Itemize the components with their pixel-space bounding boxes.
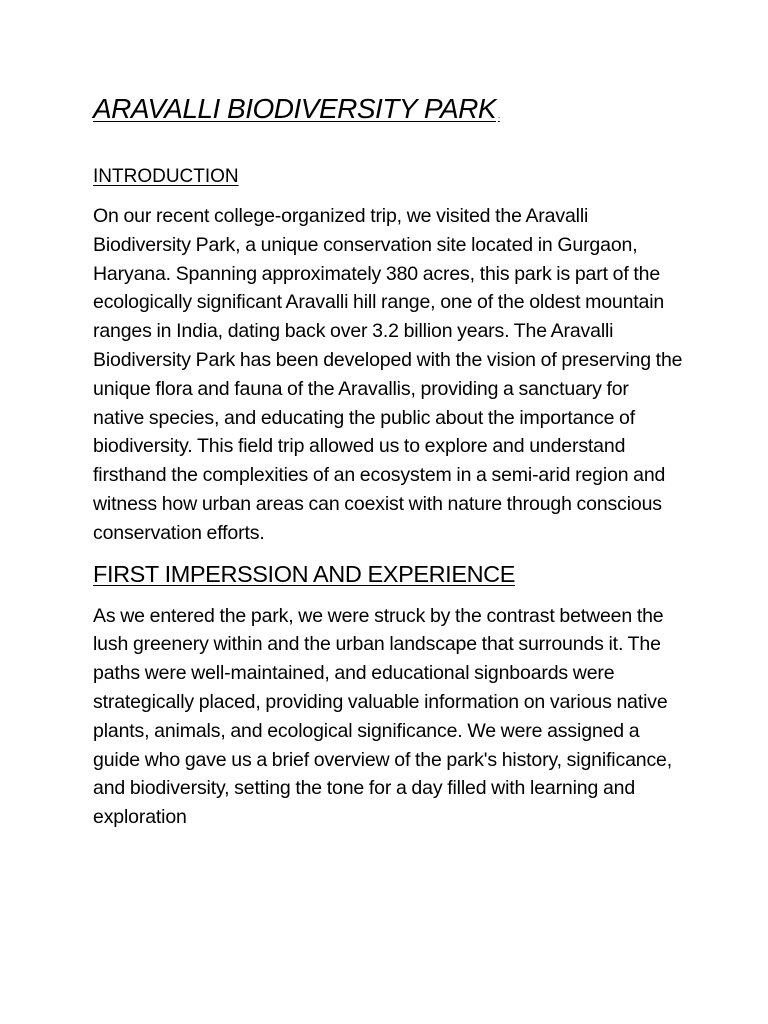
document-page [93, 90, 683, 832]
first-impression-paragraph: As we entered the park, we were struck by the contrast between the lush greenery within and the urban landscape that surrounds it. The paths were well-maintained, and educational signboards were strategically placed, providing valuable information on various native plants, animals, and ecological significance. We were assigned a guide who gave us a brief overview of the park's history, significance, and biodiversity, setting the tone for a day filled with learning and exploration [93, 604, 673, 829]
title-trailing-mark: . [498, 111, 500, 120]
document-title-text: ARAVALLI BIODIVERSITY PARK [93, 93, 497, 124]
introduction-paragraph: On our recent college-organized trip, we visited the Aravalli Biodiversity Park, a unique conservation site located in Gurgaon, Haryana. Spanning approximately 380 acres, this park is part of the ecologically significant Aravalli hill range, one of the oldest mountain ranges in India, dating back over 3.2 billion years. The Aravalli Biodiversity Park has been developed with the vision of preserving the unique flora and fauna of the Aravallis, providing a sanctuary for native species, and educating the public about the importance of biodiversity. This field trip allowed us to explore and understand firsthand the complexities of an ecosystem in a semi-arid region and witness how urban areas can coexist with nature through conscious conservation efforts. [93, 205, 683, 544]
section-heading-introduction: INTRODUCTION [93, 166, 239, 187]
section-heading-first-impression: FIRST IMPERSSION AND EXPERIENCE [93, 560, 516, 587]
document-title [93, 90, 683, 135]
